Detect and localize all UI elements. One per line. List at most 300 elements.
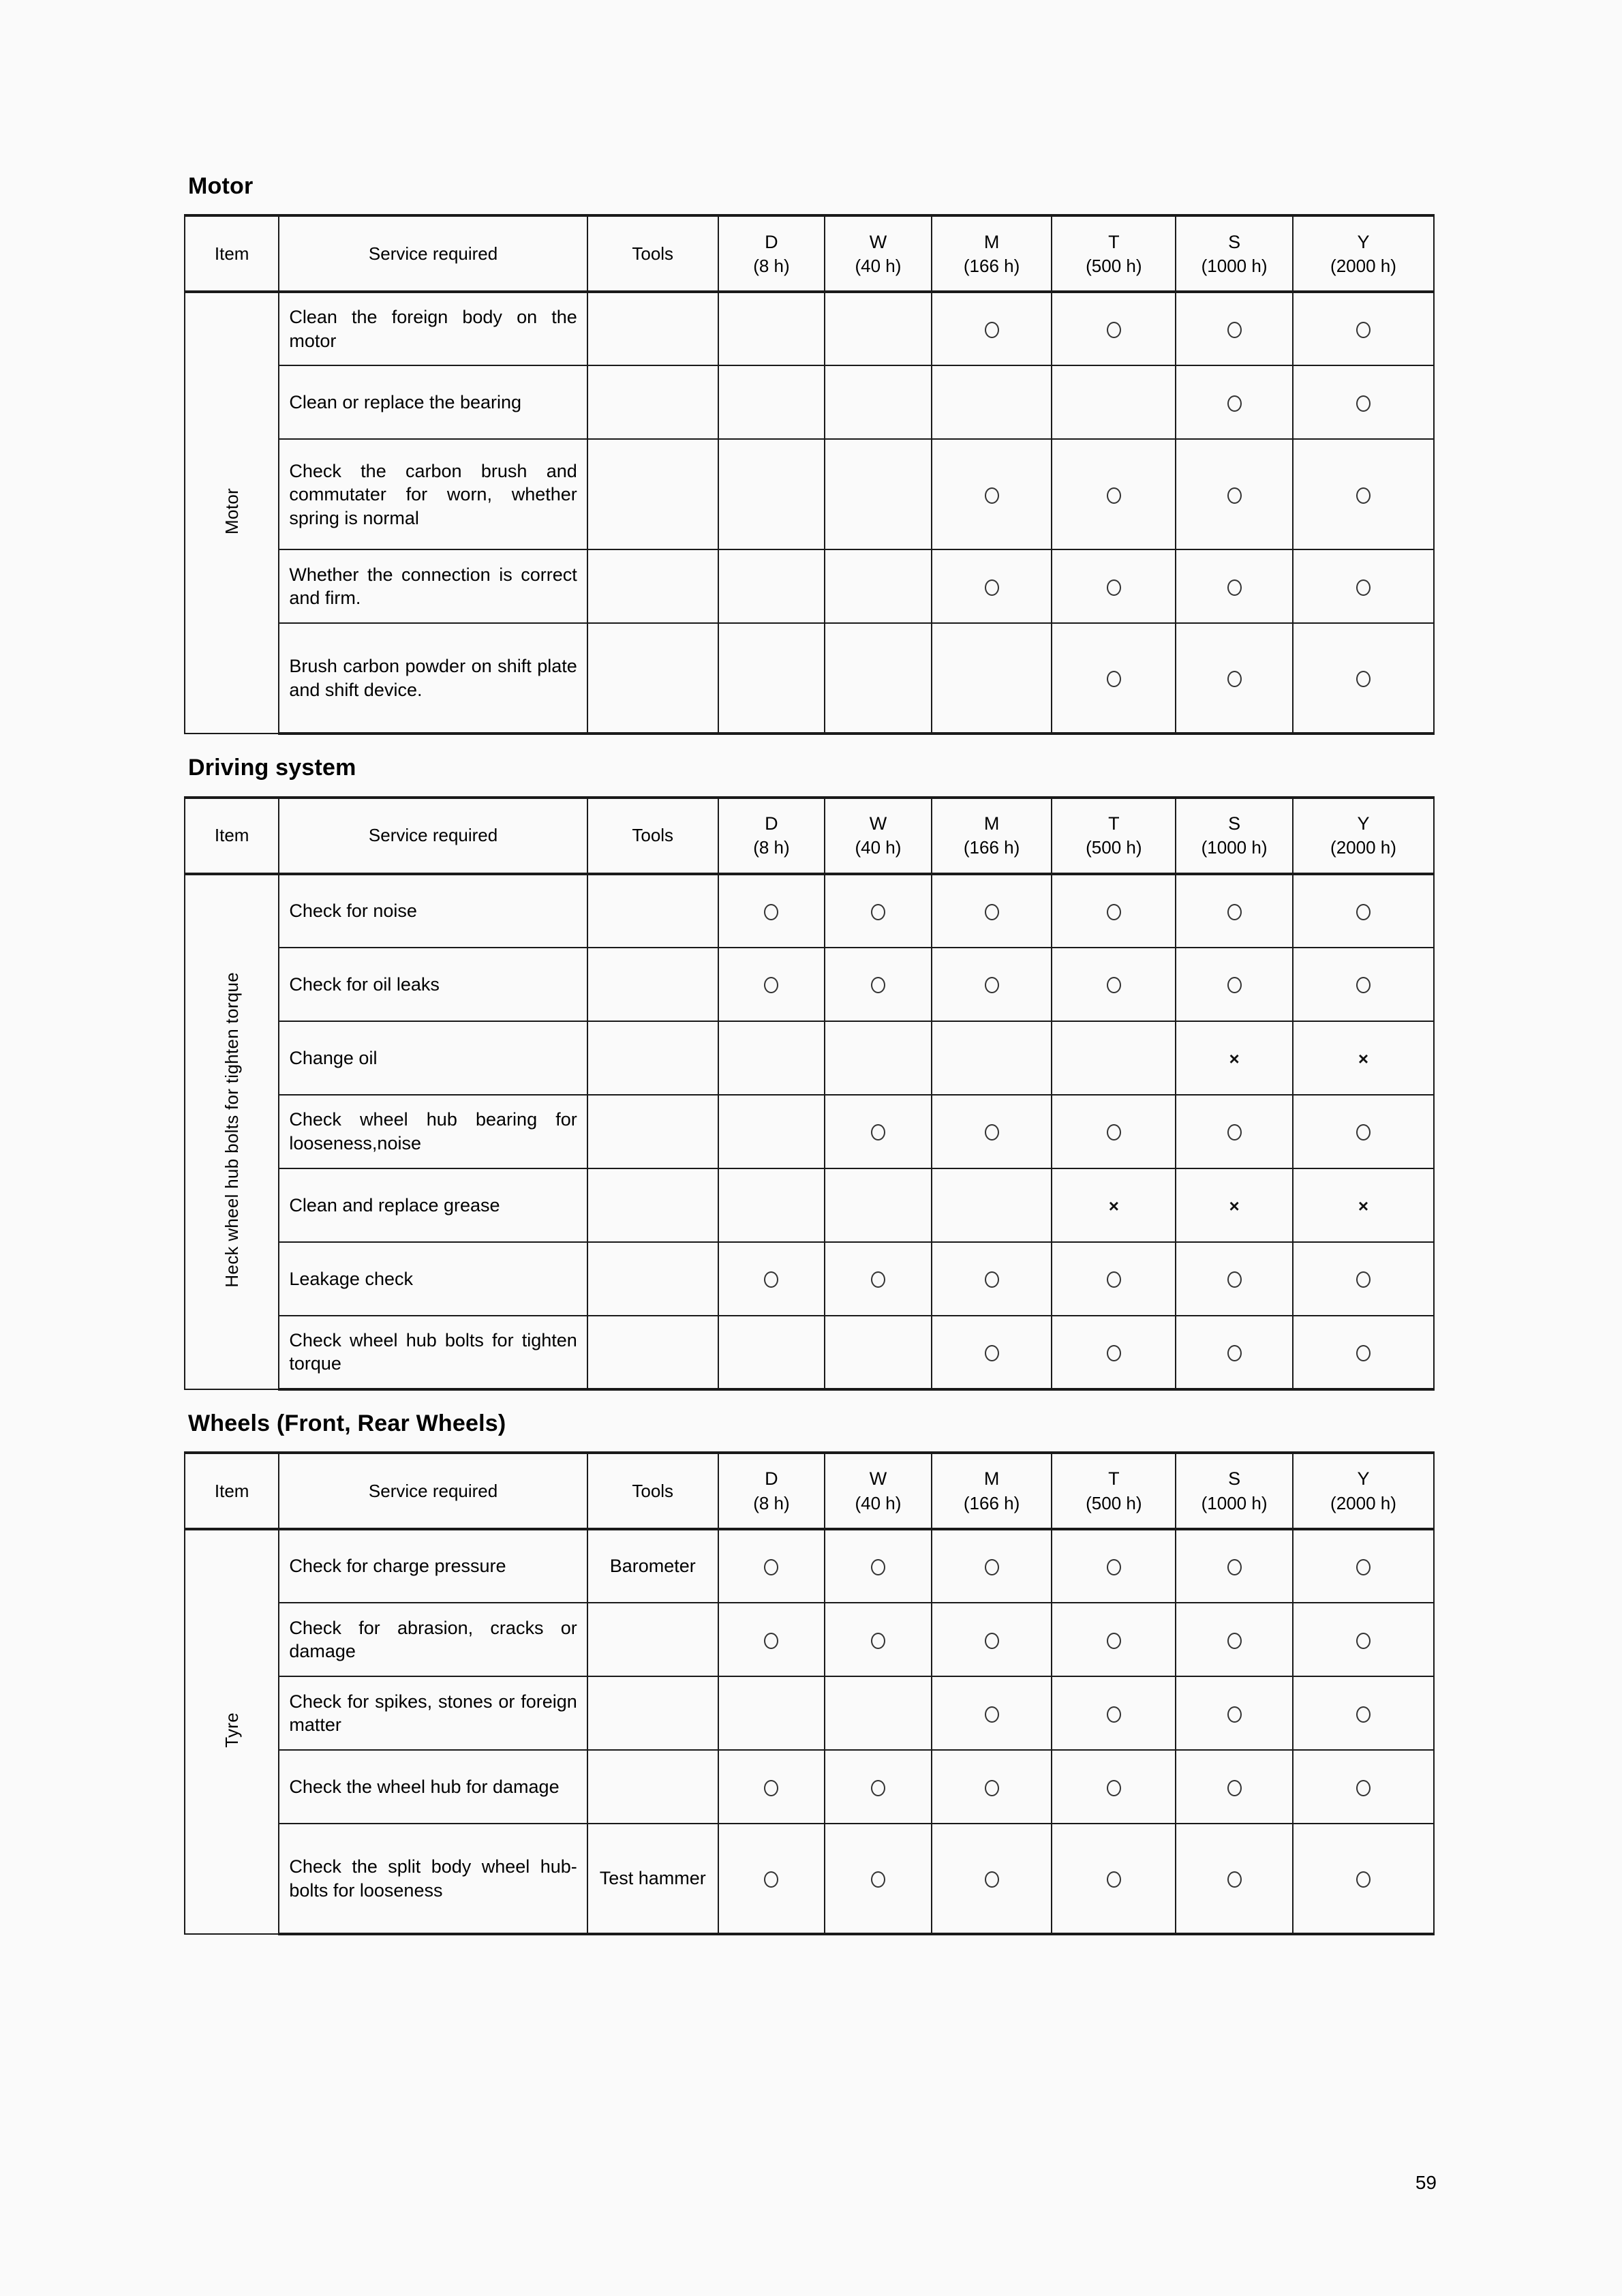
interval-hours: (166 h) <box>963 837 1020 858</box>
interval-mark-cell-m <box>932 948 1052 1021</box>
interval-mark-cell-m <box>932 1316 1052 1389</box>
circle-mark-icon <box>1356 1633 1371 1649</box>
interval-mark-cell-m <box>932 874 1052 948</box>
interval-mark-cell-m <box>932 1168 1052 1242</box>
interval-code: D <box>765 1468 778 1490</box>
tools-cell <box>587 1316 718 1389</box>
cross-mark-icon: × <box>1358 1048 1369 1069</box>
interval-mark-cell-s <box>1176 292 1293 365</box>
page-number: 59 <box>1415 2172 1437 2193</box>
maintenance-schedule-table <box>184 796 1435 1391</box>
table-row <box>185 1603 1434 1676</box>
circle-mark-icon <box>764 1559 778 1575</box>
column-header-item: Item <box>185 798 279 874</box>
interval-mark-cell-d <box>718 1529 825 1603</box>
interval-mark-cell-m <box>932 1529 1052 1603</box>
service-required-cell: Clean or replace the bearing <box>279 365 587 439</box>
tools-cell <box>587 948 718 1021</box>
interval-mark-cell-w <box>825 292 932 365</box>
interval-mark-cell-t <box>1052 874 1176 948</box>
circle-mark-icon <box>1356 322 1371 338</box>
interval-mark-cell-d <box>718 439 825 549</box>
interval-mark-cell-t <box>1052 623 1176 734</box>
interval-hours: (2000 h) <box>1330 837 1396 858</box>
interval-mark-cell-m <box>932 1676 1052 1750</box>
table-row <box>185 1095 1434 1168</box>
interval-mark-cell-s <box>1176 1676 1293 1750</box>
interval-mark-cell-y <box>1293 292 1434 365</box>
interval-mark-cell-y <box>1293 1168 1434 1242</box>
interval-mark-cell-y <box>1293 365 1434 439</box>
interval-mark-cell-s <box>1176 1316 1293 1389</box>
interval-mark-cell-y <box>1293 1603 1434 1676</box>
interval-code: T <box>1108 231 1120 252</box>
interval-mark-cell-w <box>825 948 932 1021</box>
interval-code: D <box>765 813 778 834</box>
interval-mark-cell-d <box>718 1824 825 1934</box>
circle-mark-icon <box>1227 904 1242 920</box>
interval-code: S <box>1228 1468 1241 1490</box>
table-header-row <box>185 215 1434 292</box>
interval-code: M <box>983 1468 1000 1490</box>
service-required-cell: Check for spikes, stones or foreign matter <box>279 1676 587 1750</box>
interval-code: T <box>1108 1468 1120 1490</box>
circle-mark-icon <box>1356 904 1371 920</box>
interval-mark-cell-t <box>1052 1676 1176 1750</box>
circle-mark-icon <box>871 1780 885 1796</box>
table-row <box>185 1529 1434 1603</box>
circle-mark-icon <box>1107 487 1121 504</box>
column-header-tools: Tools <box>587 1453 718 1529</box>
circle-mark-icon <box>1227 977 1242 993</box>
table-row <box>185 365 1434 439</box>
table-row <box>185 1021 1434 1095</box>
interval-mark-cell-m <box>932 549 1052 623</box>
circle-mark-icon <box>1356 487 1371 504</box>
interval-mark-cell-y <box>1293 1095 1434 1168</box>
table-header-row <box>185 1453 1434 1529</box>
interval-code: W <box>869 231 887 252</box>
circle-mark-icon <box>1356 1124 1371 1141</box>
table-row <box>185 1676 1434 1750</box>
section-title: Driving system <box>188 755 356 781</box>
interval-mark-cell-d <box>718 1168 825 1242</box>
interval-code: T <box>1108 813 1120 834</box>
interval-hours: (500 h) <box>1086 837 1142 858</box>
column-header-item: Item <box>185 215 279 292</box>
interval-code: Y <box>1357 813 1370 834</box>
circle-mark-icon <box>985 904 999 920</box>
column-header-service: Service required <box>279 798 587 874</box>
table-row <box>185 874 1434 948</box>
interval-mark-cell-y <box>1293 1316 1434 1389</box>
interval-mark-cell-t <box>1052 1242 1176 1316</box>
interval-mark-cell-y <box>1293 1824 1434 1934</box>
interval-mark-cell-t <box>1052 1021 1176 1095</box>
interval-mark-cell-d <box>718 1021 825 1095</box>
column-header-tools: Tools <box>587 798 718 874</box>
page-content <box>184 174 1435 1935</box>
interval-mark-cell-t <box>1052 1529 1176 1603</box>
interval-mark-cell-d <box>718 365 825 439</box>
interval-hours: (500 h) <box>1086 256 1142 277</box>
column-header-service: Service required <box>279 1453 587 1529</box>
circle-mark-icon <box>1107 1780 1121 1796</box>
table-row <box>185 549 1434 623</box>
circle-mark-icon <box>1107 1271 1121 1288</box>
interval-hours: (40 h) <box>855 837 902 858</box>
tools-cell <box>587 1168 718 1242</box>
service-required-cell: Brush carbon powder on shift plate and shift device. <box>279 623 587 734</box>
service-required-cell: Whether the connection is correct and firm. <box>279 549 587 623</box>
cross-mark-icon: × <box>1358 1195 1369 1216</box>
interval-mark-cell-w <box>825 1168 932 1242</box>
interval-hours: (1000 h) <box>1201 1492 1268 1513</box>
interval-mark-cell-y <box>1293 874 1434 948</box>
circle-mark-icon <box>1107 579 1121 596</box>
interval-mark-cell-m <box>932 365 1052 439</box>
interval-hours: (2000 h) <box>1330 1492 1396 1513</box>
table-row <box>185 1316 1434 1389</box>
interval-mark-cell-s <box>1176 623 1293 734</box>
cross-mark-icon: × <box>1229 1195 1240 1216</box>
interval-mark-cell-d <box>718 623 825 734</box>
circle-mark-icon <box>871 904 885 920</box>
tools-cell <box>587 1021 718 1095</box>
interval-mark-cell-t <box>1052 1824 1176 1934</box>
interval-hours: (8 h) <box>753 837 790 858</box>
interval-mark-cell-w <box>825 1021 932 1095</box>
circle-mark-icon <box>1107 1633 1121 1649</box>
table-row <box>185 1168 1434 1242</box>
interval-mark-cell-m <box>932 623 1052 734</box>
interval-mark-cell-s <box>1176 948 1293 1021</box>
interval-mark-cell-t <box>1052 948 1176 1021</box>
interval-mark-cell-s <box>1176 1242 1293 1316</box>
interval-mark-cell-m <box>932 1603 1052 1676</box>
tools-cell <box>587 1750 718 1824</box>
tools-cell <box>587 292 718 365</box>
interval-mark-cell-s <box>1176 549 1293 623</box>
column-header-interval-w <box>825 215 932 292</box>
interval-mark-cell-y <box>1293 1529 1434 1603</box>
column-header-interval-t <box>1052 1453 1176 1529</box>
circle-mark-icon <box>1227 487 1242 504</box>
circle-mark-icon <box>985 1345 999 1361</box>
column-header-interval-s <box>1176 215 1293 292</box>
service-required-cell: Change oil <box>279 1021 587 1095</box>
circle-mark-icon <box>1356 1780 1371 1796</box>
interval-code: W <box>869 813 887 834</box>
circle-mark-icon <box>1227 1559 1242 1575</box>
circle-mark-icon <box>1107 904 1121 920</box>
interval-mark-cell-t <box>1052 365 1176 439</box>
table-row <box>185 1242 1434 1316</box>
circle-mark-icon <box>985 1871 999 1888</box>
table-row <box>185 1750 1434 1824</box>
circle-mark-icon <box>764 1271 778 1288</box>
cross-mark-icon: × <box>1229 1048 1240 1069</box>
circle-mark-icon <box>1227 1706 1242 1723</box>
interval-mark-cell-t <box>1052 292 1176 365</box>
circle-mark-icon <box>985 1559 999 1575</box>
interval-code: Y <box>1357 231 1370 252</box>
interval-mark-cell-s <box>1176 1095 1293 1168</box>
circle-mark-icon <box>1227 1345 1242 1361</box>
interval-mark-cell-d <box>718 292 825 365</box>
interval-mark-cell-w <box>825 365 932 439</box>
tools-cell <box>587 1603 718 1676</box>
circle-mark-icon <box>871 1124 885 1141</box>
column-header-interval-d <box>718 1453 825 1529</box>
circle-mark-icon <box>985 1706 999 1723</box>
interval-mark-cell-d <box>718 1603 825 1676</box>
item-group-label: Motor <box>221 488 243 535</box>
circle-mark-icon <box>871 977 885 993</box>
service-required-cell: Clean the foreign body on the motor <box>279 292 587 365</box>
circle-mark-icon <box>1356 1345 1371 1361</box>
interval-mark-cell-y <box>1293 948 1434 1021</box>
circle-mark-icon <box>764 1871 778 1888</box>
interval-hours: (1000 h) <box>1201 837 1268 858</box>
interval-mark-cell-d <box>718 549 825 623</box>
circle-mark-icon <box>1227 1633 1242 1649</box>
interval-mark-cell-m <box>932 439 1052 549</box>
interval-mark-cell-m <box>932 1242 1052 1316</box>
circle-mark-icon <box>1356 977 1371 993</box>
circle-mark-icon <box>985 1124 999 1141</box>
table-header-row <box>185 798 1434 874</box>
circle-mark-icon <box>1227 1271 1242 1288</box>
interval-mark-cell-s <box>1176 1021 1293 1095</box>
service-required-cell: Check for oil leaks <box>279 948 587 1021</box>
interval-mark-cell-w <box>825 1676 932 1750</box>
circle-mark-icon <box>764 1633 778 1649</box>
circle-mark-icon <box>1356 395 1371 412</box>
service-required-cell: Check wheel hub bolts for tighten torque <box>279 1316 587 1389</box>
interval-mark-cell-m <box>932 292 1052 365</box>
item-group-label: Tyre <box>221 1712 243 1749</box>
interval-code: S <box>1228 813 1241 834</box>
interval-code: M <box>983 231 1000 252</box>
service-required-cell: Check for charge pressure <box>279 1529 587 1603</box>
interval-code: D <box>765 231 778 252</box>
item-group-label: Heck wheel hub bolts for tighten torque <box>221 972 243 1288</box>
item-group-cell <box>185 874 279 1389</box>
interval-mark-cell-y <box>1293 1242 1434 1316</box>
tools-cell <box>587 1242 718 1316</box>
interval-mark-cell-w <box>825 1603 932 1676</box>
tools-cell <box>587 439 718 549</box>
interval-mark-cell-w <box>825 1529 932 1603</box>
interval-mark-cell-t <box>1052 1750 1176 1824</box>
table-row <box>185 623 1434 734</box>
interval-mark-cell-t <box>1052 1603 1176 1676</box>
circle-mark-icon <box>1356 1271 1371 1288</box>
service-required-cell: Check the carbon brush and commutater for worn, whether spring is normal <box>279 439 587 549</box>
item-group-cell <box>185 292 279 734</box>
service-required-cell: Leakage check <box>279 1242 587 1316</box>
maintenance-section <box>184 755 1435 1390</box>
interval-mark-cell-y <box>1293 623 1434 734</box>
interval-code: S <box>1228 231 1241 252</box>
interval-mark-cell-w <box>825 1095 932 1168</box>
circle-mark-icon <box>1227 395 1242 412</box>
circle-mark-icon <box>1227 579 1242 596</box>
item-group-cell <box>185 1529 279 1934</box>
interval-code: W <box>869 1468 887 1490</box>
interval-mark-cell-w <box>825 549 932 623</box>
interval-mark-cell-y <box>1293 1750 1434 1824</box>
tools-cell <box>587 1676 718 1750</box>
circle-mark-icon <box>1227 1780 1242 1796</box>
column-header-interval-s <box>1176 1453 1293 1529</box>
service-required-cell: Check for abrasion, cracks or damage <box>279 1603 587 1676</box>
circle-mark-icon <box>1107 1345 1121 1361</box>
column-header-interval-w <box>825 1453 932 1529</box>
interval-mark-cell-s <box>1176 1529 1293 1603</box>
interval-mark-cell-s <box>1176 1603 1293 1676</box>
circle-mark-icon <box>1227 322 1242 338</box>
tools-cell <box>587 365 718 439</box>
circle-mark-icon <box>985 322 999 338</box>
interval-mark-cell-w <box>825 874 932 948</box>
interval-mark-cell-d <box>718 874 825 948</box>
circle-mark-icon <box>1356 1559 1371 1575</box>
interval-mark-cell-s <box>1176 1168 1293 1242</box>
circle-mark-icon <box>985 1271 999 1288</box>
circle-mark-icon <box>1227 1871 1242 1888</box>
interval-hours: (40 h) <box>855 256 902 277</box>
interval-mark-cell-t <box>1052 439 1176 549</box>
interval-mark-cell-s <box>1176 1750 1293 1824</box>
interval-mark-cell-s <box>1176 439 1293 549</box>
column-header-interval-s <box>1176 798 1293 874</box>
table-row <box>185 948 1434 1021</box>
circle-mark-icon <box>1356 579 1371 596</box>
circle-mark-icon <box>1356 1706 1371 1723</box>
circle-mark-icon <box>871 1271 885 1288</box>
column-header-interval-w <box>825 798 932 874</box>
section-title: Wheels (Front, Rear Wheels) <box>188 1410 506 1436</box>
interval-mark-cell-w <box>825 623 932 734</box>
circle-mark-icon <box>1356 1871 1371 1888</box>
interval-mark-cell-s <box>1176 1824 1293 1934</box>
circle-mark-icon <box>1356 671 1371 687</box>
interval-mark-cell-w <box>825 1824 932 1934</box>
circle-mark-icon <box>764 904 778 920</box>
table-row <box>185 292 1434 365</box>
interval-hours: (8 h) <box>753 1492 790 1513</box>
circle-mark-icon <box>1107 1124 1121 1141</box>
interval-mark-cell-s <box>1176 365 1293 439</box>
interval-mark-cell-w <box>825 1316 932 1389</box>
circle-mark-icon <box>1227 1124 1242 1141</box>
column-header-interval-m <box>932 798 1052 874</box>
circle-mark-icon <box>871 1871 885 1888</box>
column-header-interval-y <box>1293 798 1434 874</box>
circle-mark-icon <box>985 1780 999 1796</box>
interval-code: Y <box>1357 1468 1370 1490</box>
circle-mark-icon <box>1107 1559 1121 1575</box>
circle-mark-icon <box>871 1559 885 1575</box>
interval-hours: (500 h) <box>1086 1492 1142 1513</box>
interval-mark-cell-d <box>718 1750 825 1824</box>
tools-cell: Barometer <box>587 1529 718 1603</box>
maintenance-schedule-table <box>184 1451 1435 1935</box>
interval-code: M <box>983 813 1000 834</box>
column-header-interval-d <box>718 215 825 292</box>
interval-mark-cell-m <box>932 1750 1052 1824</box>
circle-mark-icon <box>764 1780 778 1796</box>
interval-mark-cell-d <box>718 948 825 1021</box>
tools-cell <box>587 623 718 734</box>
interval-hours: (40 h) <box>855 1492 902 1513</box>
interval-mark-cell-w <box>825 439 932 549</box>
interval-mark-cell-y <box>1293 1021 1434 1095</box>
interval-mark-cell-w <box>825 1242 932 1316</box>
circle-mark-icon <box>1227 671 1242 687</box>
interval-hours: (8 h) <box>753 256 790 277</box>
interval-mark-cell-s <box>1176 874 1293 948</box>
service-required-cell: Check the wheel hub for damage <box>279 1750 587 1824</box>
column-header-interval-t <box>1052 798 1176 874</box>
tools-cell <box>587 549 718 623</box>
interval-hours: (166 h) <box>963 1492 1020 1513</box>
interval-mark-cell-t <box>1052 1095 1176 1168</box>
circle-mark-icon <box>985 487 999 504</box>
circle-mark-icon <box>1107 977 1121 993</box>
column-header-interval-t <box>1052 215 1176 292</box>
interval-mark-cell-y <box>1293 439 1434 549</box>
circle-mark-icon <box>985 977 999 993</box>
tools-cell <box>587 874 718 948</box>
column-header-interval-y <box>1293 1453 1434 1529</box>
interval-mark-cell-y <box>1293 1676 1434 1750</box>
interval-mark-cell-m <box>932 1095 1052 1168</box>
service-required-cell: Check the split body wheel hub-bolts for looseness <box>279 1824 587 1934</box>
column-header-item: Item <box>185 1453 279 1529</box>
tools-cell <box>587 1095 718 1168</box>
maintenance-section <box>184 174 1435 735</box>
table-row <box>185 439 1434 549</box>
maintenance-schedule-table <box>184 214 1435 735</box>
service-required-cell: Check for noise <box>279 874 587 948</box>
column-header-tools: Tools <box>587 215 718 292</box>
service-required-cell: Clean and replace grease <box>279 1168 587 1242</box>
interval-mark-cell-m <box>932 1824 1052 1934</box>
interval-mark-cell-t <box>1052 549 1176 623</box>
interval-mark-cell-d <box>718 1242 825 1316</box>
column-header-service: Service required <box>279 215 587 292</box>
tools-cell: Test hammer <box>587 1824 718 1934</box>
column-header-interval-d <box>718 798 825 874</box>
interval-mark-cell-m <box>932 1021 1052 1095</box>
interval-mark-cell-y <box>1293 549 1434 623</box>
column-header-interval-m <box>932 1453 1052 1529</box>
interval-mark-cell-d <box>718 1676 825 1750</box>
column-header-interval-m <box>932 215 1052 292</box>
circle-mark-icon <box>1107 1871 1121 1888</box>
column-header-interval-y <box>1293 215 1434 292</box>
interval-mark-cell-d <box>718 1095 825 1168</box>
service-required-cell: Check wheel hub bearing for looseness,noise <box>279 1095 587 1168</box>
circle-mark-icon <box>764 977 778 993</box>
circle-mark-icon <box>1107 671 1121 687</box>
circle-mark-icon <box>1107 322 1121 338</box>
circle-mark-icon <box>985 579 999 596</box>
interval-hours: (1000 h) <box>1201 256 1268 277</box>
